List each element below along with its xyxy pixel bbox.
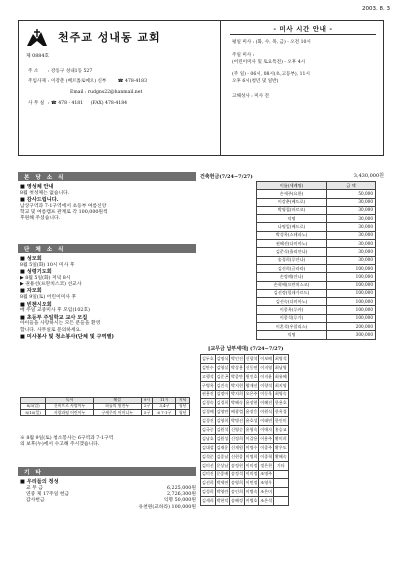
address-value: : 강동구 성내1동 527: [48, 69, 93, 74]
mass-row: (주 일) - 06시, 08시(초,고등부), 11시: [232, 72, 310, 77]
donor-amount-cell: 50,000: [327, 190, 376, 198]
group-line: 8월 5일(화) 10시 미사 후: [20, 262, 75, 268]
address-row: [28, 69, 92, 75]
household-name-cell: 고행석: [201, 372, 216, 381]
donor-amount-cell: 100,000: [327, 273, 376, 281]
table-row: [201, 399, 289, 408]
table-row: [201, 452, 289, 461]
donor-name-cell: 송경희(루안나): [257, 256, 327, 264]
household-name-cell: 기타: [273, 461, 288, 470]
household-name-cell: 이혜진: [259, 399, 274, 408]
household-name-cell: 신동연: [244, 363, 259, 372]
household-name-cell: 김대섭: [201, 443, 216, 452]
household-name-cell: 김미진: [201, 470, 216, 479]
offering-list: [20, 479, 196, 511]
service-cell: 신비프로 사랑이누: [46, 404, 94, 410]
service-cell: 6 7-1구: [153, 410, 176, 416]
group-line: 아이들을 사랑하시는 모든 분들을 환영: [20, 321, 101, 327]
address-label: 주 소: [28, 69, 39, 74]
household-name-cell: 김경배: [201, 408, 216, 417]
pastor-label: 주임사제: [28, 79, 46, 84]
service-cell: 8/10(일): [21, 410, 46, 416]
donor-name-cell: 권혜선(다미아노): [257, 240, 327, 248]
household-name-cell: 송인희: [230, 488, 245, 497]
household-name-cell: 박현덕: [215, 497, 230, 506]
household-name-cell: 김원석: [215, 426, 230, 435]
table-row: [201, 470, 289, 479]
offering-value: 익명 50,000원: [163, 498, 196, 504]
household-name-cell: 김선희: [201, 479, 216, 488]
service-cell: 5구: [141, 410, 153, 416]
household-name-cell: 황미희: [273, 435, 288, 444]
household-name-cell: 김경희: [215, 399, 230, 408]
service-cell: 구세주의 어머니누: [93, 410, 141, 416]
table-row: [257, 215, 376, 223]
household-name-cell: 신광석: [244, 355, 259, 364]
building-fund-total: 3,430,000원: [353, 173, 384, 179]
household-name-cell: 최지영: [273, 381, 288, 390]
donor-name-cell: 익명: [257, 331, 327, 339]
service-note-line: ※ 8월 9일(토) 청소봉사는 6구역과 7-1구역: [20, 436, 114, 441]
service-note: [20, 436, 196, 449]
donor-name-cell: 김선숙(다미아노): [257, 298, 327, 306]
table-row: [257, 206, 376, 214]
household-name-cell: 김미선: [201, 461, 216, 470]
household-name-cell: 김성희: [201, 488, 216, 497]
table-row: [257, 264, 376, 272]
service-cell: 청년: [176, 404, 190, 410]
household-name-cell: 김영희: [215, 417, 230, 426]
mass-title-underline: [230, 34, 376, 35]
section-notice-header: 본 당 소 식: [18, 172, 196, 181]
donor-amount-cell: 30,000: [327, 215, 376, 223]
household-name-cell: 김경진: [201, 417, 216, 426]
household-name-cell: 이보배: [259, 355, 274, 364]
notice-heading: ■ 감사드립니다.: [20, 197, 59, 204]
household-name-cell: 황혜숙: [273, 452, 288, 461]
offering-label: 교 무 금: [26, 485, 43, 491]
donor-name-cell: 손혁에(프란치스코): [257, 281, 327, 289]
table-row: [201, 426, 289, 435]
office-fax: (FAX) 478-4184: [90, 101, 128, 106]
table-row: [257, 190, 376, 198]
donor-amount-cell: 100,000: [327, 289, 376, 297]
household-name-cell: 김세희: [201, 497, 216, 506]
household-name-cell: 김영만: [215, 408, 230, 417]
donor-amount-cell: 100,000: [327, 306, 376, 314]
donor-name-cell: 박성옥(스테파노): [257, 231, 327, 239]
household-name-cell: 이미정: [244, 470, 259, 479]
household-name-cell: 윤장응: [244, 408, 259, 417]
household-name-cell: 정은찬: [259, 461, 274, 470]
household-name-cell: 한용호: [273, 399, 288, 408]
service-header-cell: 9시: [141, 398, 153, 404]
household-name-cell: [273, 479, 288, 488]
donor-name-cell: 김선정(힐데가르드): [257, 289, 327, 297]
household-name-cell: 이명수: [244, 443, 259, 452]
household-name-cell: 김종남: [215, 452, 230, 461]
household-name-cell: 송혜정: [230, 497, 245, 506]
donor-amount-cell: 100,000: [327, 264, 376, 272]
table-row: [201, 417, 289, 426]
table-row: [257, 231, 376, 239]
phone-icon: ☎: [51, 101, 57, 106]
table-row: [257, 298, 376, 306]
household-name-cell: 최남영: [273, 363, 288, 372]
email[interactable]: Email : rudgns22@hanmail.net: [70, 90, 143, 95]
notice-line: 학교 및 여름캠프 관계로 각 100,000원씩: [20, 210, 108, 216]
phone-icon: ☎: [117, 79, 124, 84]
offering-value: 2,726,300원: [166, 492, 196, 498]
table-row: [257, 248, 376, 256]
donor-amount-cell: 100,000: [327, 298, 376, 306]
household-name-cell: 김남호: [201, 435, 216, 444]
group-heading: ■ 초등부 주일학교 교사 모집: [20, 314, 88, 321]
household-name-cell: 문종배: [215, 470, 230, 479]
household-name-cell: 윤호성: [244, 417, 259, 426]
household-name-cell: 조명주: [259, 470, 274, 479]
service-note-line: 의 보후(누)에서 수고해 주시겠습니다.: [20, 442, 100, 448]
donor-amount-cell: 300,000: [327, 331, 376, 339]
household-name-cell: 최유혜: [273, 372, 288, 381]
group-heading: ■ 빈첸시오회: [20, 301, 52, 308]
tithe-title: [교무금 납부세대] (7/24~7/27): [208, 346, 284, 352]
masthead-divider: [220, 20, 221, 156]
church-logo-icon: [26, 28, 48, 48]
group-heading: ■ 성령기도회: [20, 269, 52, 276]
household-name-cell: 김정아: [215, 390, 230, 399]
service-cell: 하늘의 원천누: [93, 404, 141, 410]
household-name-cell: 박영란: [215, 488, 230, 497]
table-row: [201, 479, 289, 488]
offering-label: 감사헌금: [26, 498, 45, 504]
group-list: [20, 256, 196, 341]
table-row: [201, 363, 289, 372]
donor-amount-cell: 30,000: [327, 223, 376, 231]
notice-line: 후원해 주셨습니다.: [20, 216, 61, 222]
group-line: 합니다. 사무실로 문의하세요.: [20, 327, 82, 333]
household-name-cell: 이종주: [259, 443, 274, 452]
household-name-cell: 박세연: [215, 479, 230, 488]
household-name-cell: 신현종: [230, 452, 245, 461]
household-name-cell: 이민정: [244, 479, 259, 488]
table-row: [257, 331, 376, 339]
group-line: ▶ 8월 5일(화) 저녁 8시: [20, 275, 71, 281]
service-cell: 2구: [141, 404, 153, 410]
household-name-cell: 권용진: [201, 390, 216, 399]
donor-amount-cell: 30,000: [327, 198, 376, 206]
table-row: [201, 488, 289, 497]
household-name-cell: 최영숙: [273, 390, 288, 399]
household-name-cell: 원인호: [244, 372, 259, 381]
group-heading: ■ 자모회: [20, 288, 42, 295]
household-name-cell: 조영우: [259, 479, 274, 488]
household-name-cell: 박종만: [230, 372, 245, 381]
table-row: [201, 390, 289, 399]
table-row: [257, 281, 376, 289]
household-name-cell: 이향석: [259, 381, 274, 390]
building-header-cell: 이름(세례명): [257, 182, 327, 190]
household-name-cell: 윤장현: [244, 399, 259, 408]
household-name-cell: [273, 488, 288, 497]
household-name-cell: 김준곤: [215, 372, 230, 381]
building-fund-title: 건축헌금(7/24~7/27): [200, 174, 253, 180]
household-name-cell: 구병옥: [201, 381, 216, 390]
offering-row: [20, 505, 196, 511]
household-name-cell: 박인진: [230, 355, 245, 364]
donor-name-cell: 나명일(베드로): [257, 223, 327, 231]
household-name-cell: 김원성: [215, 435, 230, 444]
table-row: [201, 443, 289, 452]
household-name-cell: 신재원: [230, 443, 245, 452]
table-row: [201, 497, 289, 506]
household-name-cell: 김경숙: [201, 399, 216, 408]
section-groups-header: 단 체 소 식: [18, 244, 196, 253]
household-name-cell: 이병호: [244, 497, 259, 506]
household-name-cell: 김명식: [215, 355, 230, 364]
household-name-cell: 배광렬: [230, 408, 245, 417]
notice-list: [20, 184, 196, 223]
household-name-cell: 이동욱: [259, 390, 274, 399]
pastor-phone: 478-4183: [125, 79, 148, 84]
donor-amount-cell: 200,000: [327, 323, 376, 331]
household-name-cell: 문상남: [215, 461, 230, 470]
household-name-cell: 이애자: [259, 426, 274, 435]
household-name-cell: 황우도: [273, 443, 288, 452]
donor-name-cell: 이혼석(우찰리스): [257, 323, 327, 331]
household-name-cell: 김재운: [215, 443, 230, 452]
table-row: [21, 410, 190, 416]
household-name-cell: 박상용: [230, 363, 245, 372]
donor-amount-cell: 100,000: [327, 281, 376, 289]
donor-name-cell: 김준식(율리안나): [257, 248, 327, 256]
office-label: 사 무 실: [28, 101, 45, 106]
household-name-cell: 이병숙: [244, 488, 259, 497]
household-name-cell: 신정희: [230, 435, 245, 444]
section-other-header: 기 타: [18, 467, 196, 476]
household-name-cell: 이원식: [259, 408, 274, 417]
table-row: [201, 461, 289, 470]
donor-amount-cell: 30,000: [327, 231, 376, 239]
offering-value: 6,225,000원: [166, 485, 196, 491]
issue-number: 제 0884호: [26, 54, 50, 59]
household-name-cell: 이명희: [244, 452, 259, 461]
service-cell: 8/3(일): [21, 404, 46, 410]
household-name-cell: 송정현: [230, 461, 245, 470]
donor-amount-cell: 30,000: [327, 206, 376, 214]
donor-amount-cell: 30,000: [327, 248, 376, 256]
table-row: [257, 314, 376, 322]
offering-value: 유천원(교하라) 100,000원: [138, 504, 196, 510]
offering-heading: ■ 우리들의 정성: [20, 479, 59, 485]
parish-title: 천주교 성내동 교회: [58, 31, 161, 44]
pastor-value: : 이강춘 (베르톨로메오) 신부: [48, 79, 107, 84]
mass-row: 오후 6시(청년 및 일반): [232, 79, 279, 84]
household-name-cell: 이종혁: [259, 452, 274, 461]
notice-heading: ■ 영성체 안내: [20, 184, 54, 190]
group-line: 8월 9일(토) 어린이미사 후: [20, 295, 77, 301]
tithe-table: [200, 354, 289, 506]
service-cell: 3,4구: [153, 404, 176, 410]
pastor-row: [28, 79, 147, 85]
table-row: [257, 273, 376, 281]
household-name-cell: 이지영: [259, 363, 274, 372]
household-name-cell: 송영희: [230, 479, 245, 488]
group-line: 매 주일 교중미사 후 모임(102호): [20, 308, 90, 314]
household-name-cell: 최영석: [273, 355, 288, 364]
service-header-cell: 해설: [93, 398, 141, 404]
household-name-cell: 김두호: [201, 355, 216, 364]
table-row: [201, 372, 289, 381]
table-row: [257, 198, 376, 206]
household-name-cell: 윤영숙: [244, 426, 259, 435]
household-name-cell: 홍승교: [273, 426, 288, 435]
mass-row: (어린이미사 및 토요특전) - 오후 4시: [232, 60, 306, 65]
table-row: [201, 381, 289, 390]
table-row: [201, 435, 289, 444]
donor-name-cell: 손정례(안나): [257, 273, 327, 281]
office-phone: 478 - 4181: [58, 101, 84, 106]
building-fund-table: [256, 181, 376, 340]
mass-row: 고해성사 : 미사 전: [232, 94, 269, 99]
household-name-cell: 김진숙: [215, 381, 230, 390]
household-name-cell: 조은미: [259, 488, 274, 497]
household-name-cell: 박지현: [230, 381, 245, 390]
office-row: 사 무 실 : ☎ 478 - 4181 (FAX) 478-4184: [28, 101, 128, 106]
table-row: [201, 408, 289, 417]
household-name-cell: 이태연: [259, 417, 274, 426]
household-name-cell: 이지윤: [259, 372, 274, 381]
notice-line: 8월 첫성체는 없습니다.: [20, 190, 70, 196]
household-name-cell: 김영실: [215, 363, 230, 372]
donor-amount-cell: 30,000: [327, 240, 376, 248]
service-header-cell: 독서: [46, 398, 94, 404]
group-heading: ■ 성모회: [20, 256, 42, 262]
household-name-cell: 박지희: [230, 390, 245, 399]
service-cell: 청년: [176, 410, 190, 416]
household-name-cell: 이용주: [259, 435, 274, 444]
household-name-cell: 김석준: [201, 452, 216, 461]
service-table: [20, 397, 190, 416]
group-heading: ■ 미사봉사 및 청소봉사(단체 및 구역별): [20, 334, 115, 341]
household-name-cell: 김국중: [201, 426, 216, 435]
household-name-cell: 이갑용: [244, 435, 259, 444]
household-name-cell: 이미정: [244, 461, 259, 470]
bulletin-date: 2003. 8. 3: [362, 6, 390, 12]
table-row: [257, 240, 376, 248]
table-row: [257, 306, 376, 314]
household-name-cell: 오은주: [244, 390, 259, 399]
household-name-cell: [273, 470, 288, 479]
donor-name-cell: 이강춘(베드로): [257, 198, 327, 206]
household-name-cell: 한옥경: [273, 408, 288, 417]
donor-name-cell: 이종석(루가): [257, 314, 327, 322]
donor-name-cell: 김선희(글라라): [257, 264, 327, 272]
donor-name-cell: 손세주(요한): [257, 190, 327, 198]
household-name-cell: [273, 497, 288, 506]
group-line: ▶ 권용선(프란치스코) 선교사: [20, 282, 82, 288]
building-header-cell: 금 액: [327, 182, 376, 190]
household-name-cell: 한인미: [273, 417, 288, 426]
mass-row: 주일 미사 :: [232, 53, 255, 58]
service-header-cell: 저녁: [176, 398, 190, 404]
notice-line: 남상구역과 7-1구역에서 초등부 여름신앙: [20, 203, 107, 209]
household-name-cell: 박병선: [230, 417, 245, 426]
table-row: [257, 223, 376, 231]
table-row: [257, 323, 376, 331]
household-name-cell: 조은석: [259, 497, 274, 506]
donor-name-cell: 이종옥(루카): [257, 306, 327, 314]
service-header-cell: 11시: [153, 398, 176, 404]
donor-amount-cell: 30,000: [327, 256, 376, 264]
service-cell: 사랑과평 어린이누: [46, 410, 94, 416]
household-name-cell: 신영순: [230, 426, 245, 435]
table-row: [257, 256, 376, 264]
donor-amount-cell: 100,000: [327, 314, 376, 322]
mass-title: - 미사 시간 안내 -: [273, 25, 333, 33]
household-name-cell: 송정석: [230, 470, 245, 479]
donor-name-cell: 박영철(마르코): [257, 206, 327, 214]
donor-name-cell: 익명: [257, 215, 327, 223]
offering-label: 연중 제 17주일 헌금: [26, 492, 70, 498]
building-table-header: [257, 182, 376, 190]
household-name-cell: 왕재선: [244, 381, 259, 390]
household-name-cell: 박혜숙: [230, 399, 245, 408]
mass-row: 평일 미사 : (화, 수, 목, 금) - 오전 10시: [232, 40, 311, 45]
household-name-cell: 김만수: [201, 363, 216, 372]
table-row: [257, 289, 376, 297]
table-row: [201, 355, 289, 364]
